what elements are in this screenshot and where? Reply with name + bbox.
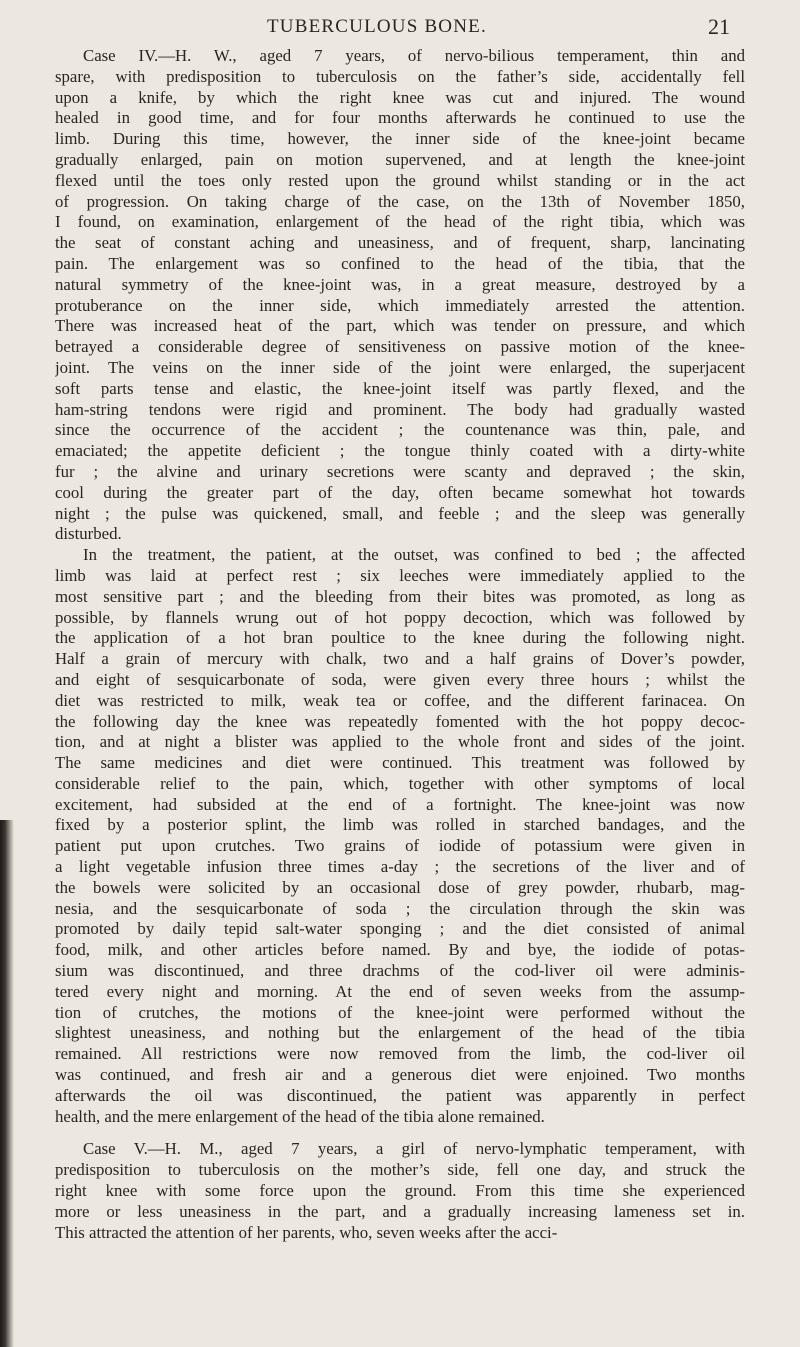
text-line: emaciated; the appetite deficient ; the tongue thinly coated with a dirty-white <box>55 441 745 461</box>
text-line: tion of crutches, the motions of the knee-joint were performed without the <box>55 1002 745 1022</box>
text-line: the application of a hot bran poultice to the knee during the following night. <box>55 628 745 648</box>
text-line: the seat of constant aching and uneasiness, and of frequent, sharp, lancinating <box>55 233 745 253</box>
text-line: right knee with some force upon the ground. From this time she experienced <box>55 1181 745 1201</box>
running-head <box>0 14 800 44</box>
text-line: gradually enlarged, pain on motion supervened, and at length the knee-joint <box>55 149 745 169</box>
text-line: In the treatment, the patient, at the outset, was confined to bed ; the affected <box>83 545 745 565</box>
text-line: promoted by daily tepid salt-water sponging ; and the diet consisted of animal <box>55 919 745 939</box>
text-line: food, milk, and other articles before named. By and bye, the iodide of potas- <box>55 940 745 960</box>
binding-shadow <box>0 820 14 1347</box>
text-line: possible, by flannels wrung out of hot poppy decoction, which was followed by <box>55 607 745 627</box>
text-line: pain. The enlargement was so confined to the head of the tibia, that the <box>55 253 745 273</box>
paragraph-case-iv <box>55 46 745 545</box>
text-line: of progression. On taking charge of the case, on the 13th of November 1850, <box>55 191 745 211</box>
text-line: the bowels were solicited by an occasional dose of grey powder, rhubarb, mag- <box>55 877 745 897</box>
paragraph-treatment <box>55 545 745 1127</box>
text-line: nesia, and the sesquicarbonate of soda ; the circulation through the skin was <box>55 898 745 918</box>
text-line: tion, and at night a blister was applied to the whole front and sides of the joint. <box>55 732 745 752</box>
text-line: diet was restricted to milk, weak tea or coffee, and the different farinacea. On <box>55 690 745 710</box>
text-line: There was increased heat of the part, which was tender on pressure, and which <box>55 316 745 336</box>
text-line: healed in good time, and for four months afterwards he continued to use the <box>55 108 745 128</box>
text-line: more or less uneasiness in the part, and a gradually increasing lameness set in. <box>55 1201 745 1221</box>
text-line: night ; the pulse was quickened, small, and feeble ; and the sleep was generally <box>55 503 745 523</box>
text-line: and eight of sesquicarbonate of soda, were given every three hours ; whilst the <box>55 669 745 689</box>
text-line: spare, with predisposition to tuberculosis on the father’s side, accidentally fell <box>55 66 745 86</box>
text-line: Case IV.—H. W., aged 7 years, of nervo-bilious temperament, thin and <box>83 46 745 65</box>
text-line: soft parts tense and elastic, the knee-joint itself was partly flexed, and the <box>55 378 745 398</box>
text-line: slightest uneasiness, and nothing but the enlargement of the head of the tibia <box>55 1023 745 1043</box>
text-line: most sensitive part ; and the bleeding from their bites was promoted, as long as <box>55 586 745 606</box>
paragraph-case-v <box>55 1139 745 1243</box>
text-line: fixed by a posterior splint, the limb was rolled in starched bandages, and the <box>55 815 745 835</box>
running-title: TUBERCULOUS BONE. <box>267 16 487 37</box>
text-line: cool during the greater part of the day, often became somewhat hot towards <box>55 482 745 502</box>
text-line: excitement, had subsided at the end of a fortnight. The knee-joint was now <box>55 794 745 814</box>
text-line: tered every night and morning. At the end of seven weeks from the assump- <box>55 981 745 1001</box>
body-text <box>55 46 745 1243</box>
text-line: I found, on examination, enlargement of the head of the right tibia, which was <box>55 212 745 232</box>
text-line: the following day the knee was repeatedly fomented with the hot poppy decoc- <box>55 711 745 731</box>
text-line: health, and the mere enlargement of the head of the tibia alone remained. <box>55 1106 545 1126</box>
text-line: afterwards the oil was discontinued, the patient was apparently in perfect <box>55 1085 745 1105</box>
text-line: limb was laid at perfect rest ; six leeches were immediately applied to the <box>55 565 745 585</box>
text-line: fur ; the alvine and urinary secretions were scanty and depraved ; the skin, <box>55 461 745 481</box>
text-line: limb. During this time, however, the inner side of the knee-joint became <box>55 129 745 149</box>
text-line: joint. The veins on the inner side of the joint were enlarged, the superjacent <box>55 357 745 377</box>
text-line: disturbed. <box>55 524 122 544</box>
paragraph-gap <box>55 1127 745 1139</box>
text-line: considerable relief to the pain, which, together with other symptoms of local <box>55 773 745 793</box>
text-line: remained. All restrictions were now removed from the limb, the cod-liver oil <box>55 1044 745 1064</box>
text-line: predisposition to tuberculosis on the mother’s side, fell one day, and struck the <box>55 1160 745 1180</box>
text-line: Half a grain of mercury with chalk, two and a half grains of Dover’s powder, <box>55 649 745 669</box>
text-line: protuberance on the inner side, which immediately arrested the attention. <box>55 295 745 315</box>
text-line: The same medicines and diet were continued. This treatment was followed by <box>55 753 745 773</box>
text-line: Case V.—H. M., aged 7 years, a girl of nervo-lymphatic temperament, with <box>83 1139 745 1159</box>
text-line: betrayed a considerable degree of sensitiveness on passive motion of the knee- <box>55 337 745 357</box>
text-line: natural symmetry of the knee-joint was, in a great measure, destroyed by a <box>55 274 745 294</box>
page-number: 21 <box>708 14 730 39</box>
text-line: flexed until the toes only rested upon the ground whilst standing or in the act <box>55 170 745 190</box>
text-line: ham-string tendons were rigid and prominent. The body had gradually wasted <box>55 399 745 419</box>
text-line: This attracted the attention of her parents, who, seven weeks after the acci- <box>55 1222 558 1242</box>
text-line: a light vegetable infusion three times a-day ; the secretions of the liver and of <box>55 857 745 877</box>
text-line: patient put upon crutches. Two grains of iodide of potassium were given in <box>55 836 745 856</box>
text-line: was continued, and fresh air and a generous diet were enjoined. Two months <box>55 1065 745 1085</box>
text-line: since the occurrence of the accident ; the countenance was thin, pale, and <box>55 420 745 440</box>
text-line: upon a knife, by which the right knee was cut and injured. The wound <box>55 87 745 107</box>
text-line: sium was discontinued, and three drachms of the cod-liver oil were adminis- <box>55 961 745 981</box>
